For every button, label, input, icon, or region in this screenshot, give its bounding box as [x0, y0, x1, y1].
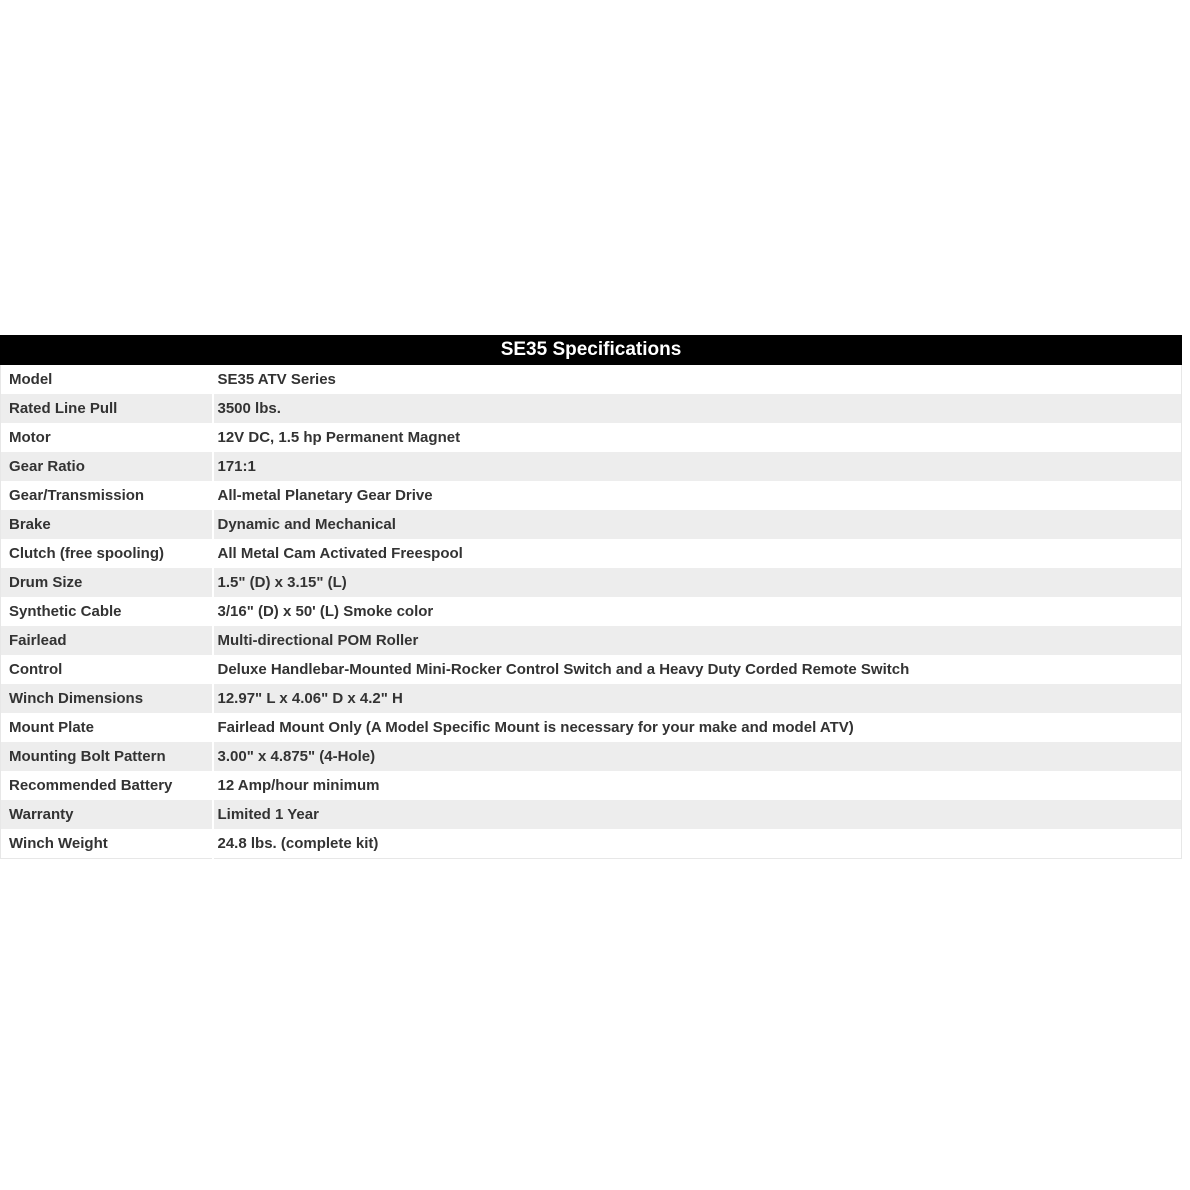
spec-value: 3500 lbs.	[213, 394, 1182, 423]
spec-value: 12.97" L x 4.06" D x 4.2" H	[213, 684, 1182, 713]
spec-label: Gear/Transmission	[1, 481, 213, 510]
spec-value: Multi-directional POM Roller	[213, 626, 1182, 655]
specifications-section	[0, 335, 1182, 859]
table-row	[1, 742, 1182, 771]
table-title-bar	[0, 335, 1182, 365]
spec-value: 3/16" (D) x 50' (L) Smoke color	[213, 597, 1182, 626]
table-row	[1, 597, 1182, 626]
spec-label: Winch Dimensions	[1, 684, 213, 713]
spec-label: Fairlead	[1, 626, 213, 655]
spec-label: Synthetic Cable	[1, 597, 213, 626]
table-row	[1, 800, 1182, 829]
spec-value: Limited 1 Year	[213, 800, 1182, 829]
table-row	[1, 713, 1182, 742]
table-row	[1, 394, 1182, 423]
spec-value: 24.8 lbs. (complete kit)	[213, 829, 1182, 858]
table-row	[1, 481, 1182, 510]
spec-label: Brake	[1, 510, 213, 539]
spec-label: Recommended Battery	[1, 771, 213, 800]
spec-value: All Metal Cam Activated Freespool	[213, 539, 1182, 568]
spec-label: Mount Plate	[1, 713, 213, 742]
spec-value: 12 Amp/hour minimum	[213, 771, 1182, 800]
spec-value: All-metal Planetary Gear Drive	[213, 481, 1182, 510]
spec-label: Clutch (free spooling)	[1, 539, 213, 568]
spec-label: Warranty	[1, 800, 213, 829]
spec-label: Motor	[1, 423, 213, 452]
table-title: SE35 Specifications	[500, 339, 682, 360]
spec-value: SE35 ATV Series	[213, 365, 1182, 394]
table-row	[1, 684, 1182, 713]
table-row	[1, 568, 1182, 597]
spec-label: Gear Ratio	[1, 452, 213, 481]
table-row	[1, 539, 1182, 568]
table-row	[1, 771, 1182, 800]
spec-label: Mounting Bolt Pattern	[1, 742, 213, 771]
spec-value: Dynamic and Mechanical	[213, 510, 1182, 539]
spec-value: 3.00" x 4.875" (4-Hole)	[213, 742, 1182, 771]
spec-value: Deluxe Handlebar-Mounted Mini-Rocker Control Switch and a Heavy Duty Corded Remote Switch	[213, 655, 1182, 684]
spec-value: 12V DC, 1.5 hp Permanent Magnet	[213, 423, 1182, 452]
spec-label: Control	[1, 655, 213, 684]
table-row	[1, 829, 1182, 858]
specifications-table	[0, 365, 1182, 859]
spec-label: Model	[1, 365, 213, 394]
spec-label: Winch Weight	[1, 829, 213, 858]
table-row	[1, 365, 1182, 394]
spec-label: Drum Size	[1, 568, 213, 597]
table-row	[1, 452, 1182, 481]
spec-value: Fairlead Mount Only (A Model Specific Mount is necessary for your make and model ATV)	[213, 713, 1182, 742]
table-row	[1, 423, 1182, 452]
specifications-table-body	[1, 365, 1182, 858]
spec-value: 171:1	[213, 452, 1182, 481]
spec-value: 1.5" (D) x 3.15" (L)	[213, 568, 1182, 597]
table-row	[1, 626, 1182, 655]
table-row	[1, 510, 1182, 539]
spec-label: Rated Line Pull	[1, 394, 213, 423]
table-row	[1, 655, 1182, 684]
